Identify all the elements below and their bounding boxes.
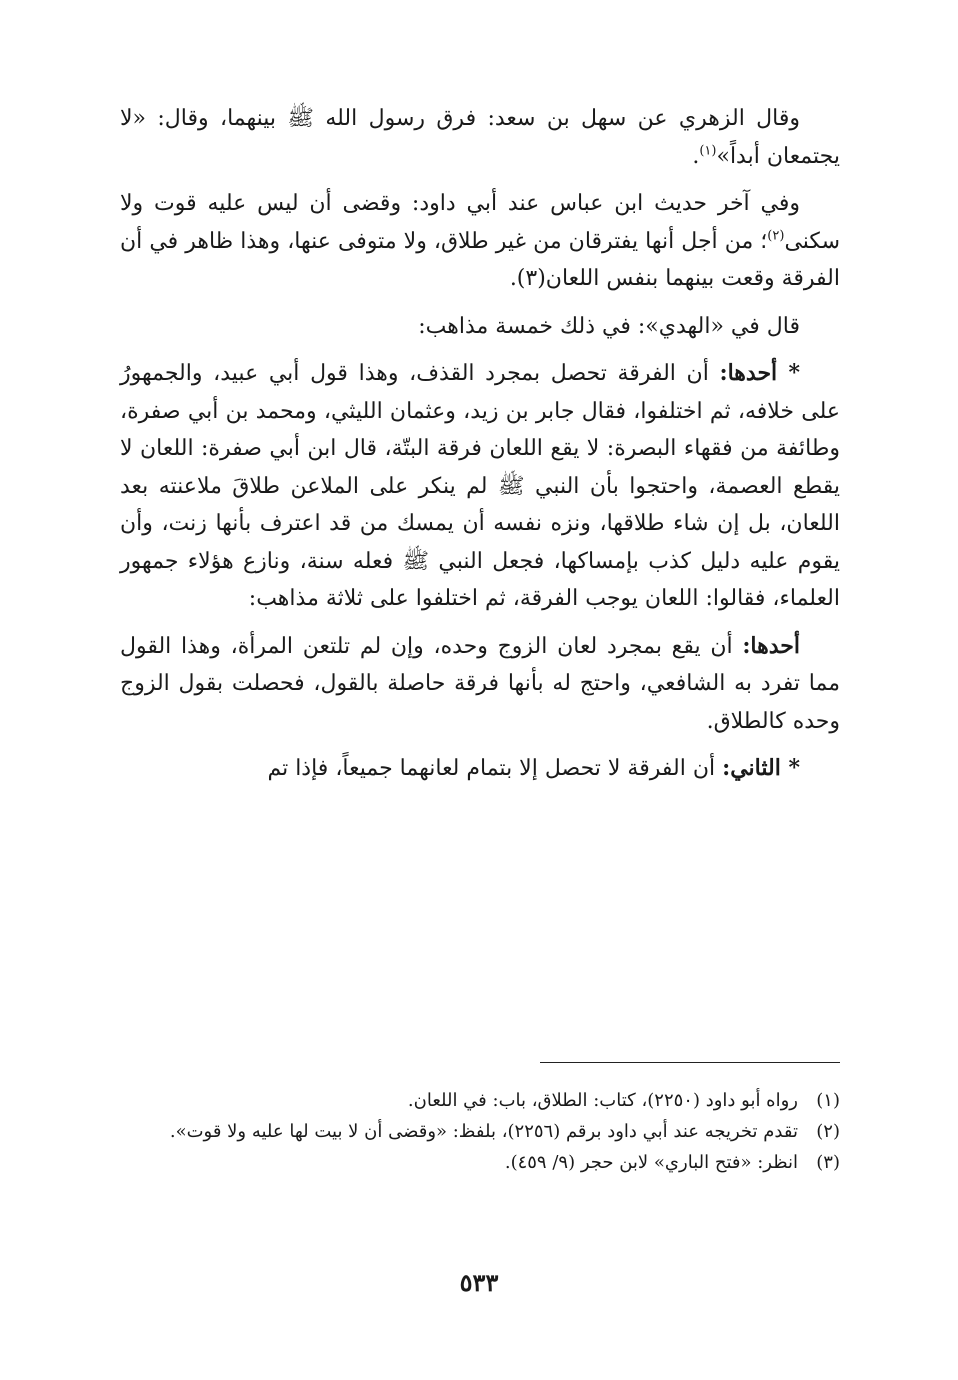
- footnote-ref-1: (١): [699, 143, 717, 159]
- paragraph-1-tail: .: [692, 143, 700, 169]
- footnote-3: [120, 1147, 840, 1178]
- footnote-ref-2: (٢): [767, 228, 785, 244]
- footnote-1: [120, 1085, 840, 1116]
- footnote-2: [120, 1116, 840, 1147]
- paragraph-4: [120, 355, 840, 618]
- paragraph-2-text: وفي آخر حديث ابن عباس عند أبي داود: وقضى أن ليس عليه قوت ولا سكنى: [120, 191, 840, 254]
- page-number: ٥٣٣: [459, 1268, 499, 1297]
- paragraph-5: [120, 628, 840, 741]
- paragraph-1: [120, 100, 840, 175]
- footnote-2-text: تقدم تخريجه عند أبي داود برقم (٢٢٥٦)، بلفظ: «وقضى أن لا بيت لها عليه ولا قوت».: [169, 1121, 798, 1142]
- footnote-1-text: رواه أبو داود (٢٢٥٠)، كتاب: الطلاق، باب: في اللعان.: [407, 1090, 798, 1111]
- paragraph-3: [120, 308, 840, 346]
- footnote-2-number: (٢): [816, 1121, 840, 1142]
- paragraph-2-tail: ؛ من أجل أنها يفترقان من غير طلاق، ولا متوفى عنها، وهذا ظاهر في أن الفرقة وقعت بينهما بنفس اللعان(٣).: [120, 228, 840, 291]
- paragraph-5-text: أن يقع بمجرد لعان الزوج وحده، وإن لم تلتعن المرأة، وهذا القول مما تفرد به الشافعي، واحتج له بأنها فرقة حاصلة بالقول، فحصلت بقول الزوج وحده كالطلاق.: [120, 633, 840, 734]
- paragraph-4-lead: * أحدها:: [719, 360, 800, 386]
- paragraph-5-lead: أحدها:: [742, 632, 800, 659]
- footnote-3-text: انظر: «فتح الباري» لابن حجر (٩/ ٤٥٩).: [504, 1152, 798, 1173]
- paragraph-6-text: أن الفرقة لا تحصل إلا بتمام لعانهما جميعاً، فإذا تم: [267, 756, 723, 781]
- footnote-separator: [540, 1062, 840, 1063]
- paragraph-1-text: وقال الزهري عن سهل بن سعد: فرق رسول الله ﷺ بينهما، وقال: «لا يجتمعان أبداً»: [120, 106, 840, 169]
- paragraph-6-lead: * الثاني:: [722, 755, 800, 781]
- paragraph-3-text: قال في «الهدي»: في ذلك خمسة مذاهب:: [418, 313, 800, 339]
- main-text: [120, 100, 840, 798]
- paragraph-6: [120, 750, 840, 788]
- footnote-1-number: (١): [816, 1090, 840, 1111]
- footnote-3-number: (٣): [816, 1152, 840, 1173]
- paragraph-4-text: أن الفرقة تحصل بمجرد القذف، وهذا قول أبي عبيد، والجمهورُ على خلافه، ثم اختلفوا، فقال جابر بن زيد، وعثمان الليثي، ومحمد بن أبي صفرة، وطائفة من فقهاء البصرة: لا يقع اللعان فرقة البتّة، قال ابن أبي صفرة: اللعان لا يقطع العصمة، واحتجوا بأن النبي ﷺ لم ينكر على الملاعن طلاقَ ملاعنته بعد اللعان، بل إن شاء طلاقها، ونزه نفسه أن يمسك من قد اعترف بأنها زنت، وأن يقوم عليه دليل كذب بإمساكها، فجعل النبي ﷺ فعله سنة، ونازع هؤلاء جمهور العلماء، فقالوا: اللعان يوجب الفرقة، ثم اختلفوا على ثلاثة مذاهب:: [120, 361, 840, 611]
- paragraph-2: [120, 185, 840, 298]
- footnotes: [120, 1085, 840, 1178]
